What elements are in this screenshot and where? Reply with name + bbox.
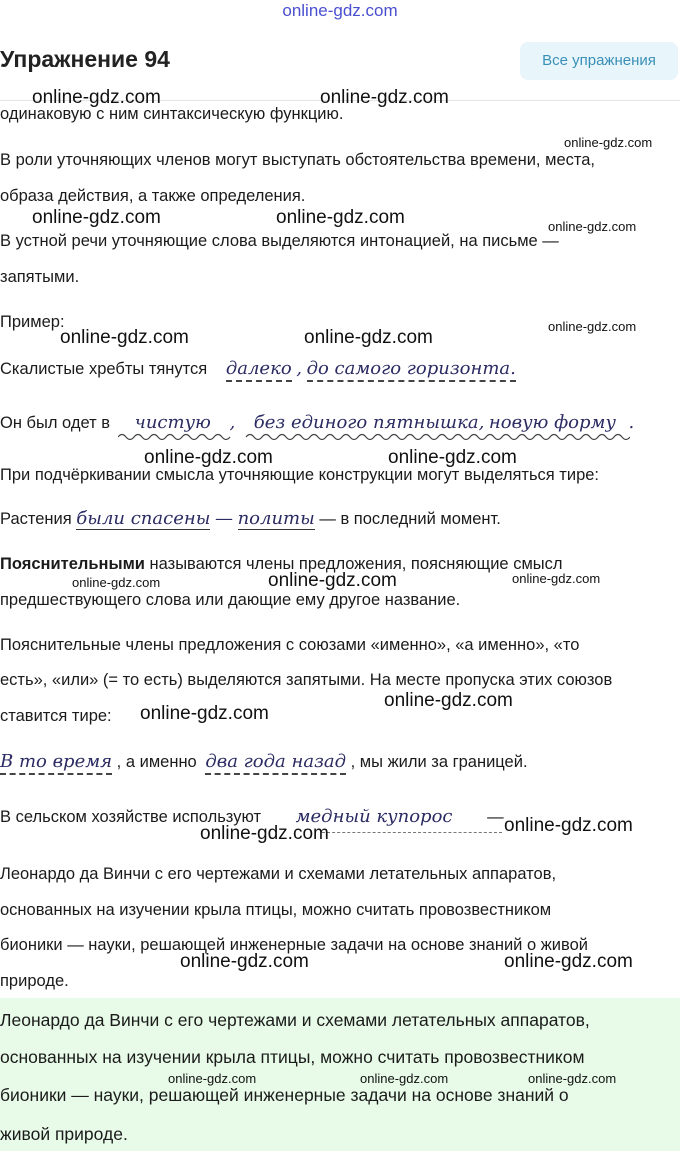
text-line: основанных на изучении крыла птицы, можно считать провозвестником	[0, 901, 552, 919]
watermark: online-gdz.com	[140, 703, 269, 724]
text-line: Пояснительные члены предложения с союзами «именно», «а именно», «то	[0, 636, 580, 654]
text-line: ставится тире:	[0, 707, 112, 725]
handwritten-word: политы	[237, 508, 315, 529]
watermark: online-gdz.com	[548, 219, 637, 234]
answer-line: Леонардо да Винчи с его чертежами и схемами летательных аппаратов,	[0, 1010, 590, 1030]
watermark: online-gdz.com	[504, 951, 633, 972]
watermark: online-gdz.com	[360, 1071, 449, 1086]
handwritten-sep: .	[628, 412, 635, 433]
watermark: online-gdz.com	[72, 575, 161, 590]
answer-line: основанных на изучении крыла птицы, можно считать провозвестником	[0, 1047, 585, 1067]
watermark: online-gdz.com	[276, 207, 405, 228]
text-line: предшествующего слова или дающие ему другое название.	[0, 591, 461, 609]
handwritten-word: медный купорос	[295, 806, 453, 827]
text-line: запятыми.	[0, 268, 80, 286]
watermark: online-gdz.com	[388, 447, 517, 468]
wavy-underline	[118, 430, 630, 444]
watermark: online-gdz.com	[564, 135, 653, 150]
example-text: Растения	[0, 510, 72, 528]
text-rest: называются члены предложения, поясняющие смысл	[144, 555, 563, 573]
watermark: online-gdz.com	[32, 207, 161, 228]
example-text: —	[487, 808, 504, 826]
watermark: online-gdz.com	[60, 327, 189, 348]
watermark: online-gdz.com	[504, 815, 633, 836]
all-exercises-button[interactable]: Все упражнения	[520, 42, 678, 80]
handwritten-sep: —	[214, 508, 233, 529]
text-line: одинаковую с ним синтаксическую функцию.	[0, 105, 344, 123]
text-line: Леонардо да Винчи с его чертежами и схемами летательных аппаратов,	[0, 865, 557, 883]
text-line: бионики — науки, решающей инженерные задачи на основе знаний о живой	[0, 936, 588, 954]
watermark: online-gdz.com	[32, 87, 161, 108]
text-line: В устной речи уточняющие слова выделяются интонацией, на письме —	[0, 232, 559, 250]
dashed-underline	[322, 832, 502, 833]
example-text: , мы жили за границей.	[350, 753, 528, 771]
text-line: В роли уточняющих членов могут выступать обстоятельства времени, места,	[0, 151, 595, 169]
watermark: online-gdz.com	[168, 1071, 257, 1086]
watermark: online-gdz.com	[528, 1071, 617, 1086]
watermark: online-gdz.com	[384, 690, 513, 711]
handwritten-word: были спасены	[76, 508, 211, 529]
handwritten-word: далеко	[226, 358, 292, 382]
handwritten-word: новую форму	[488, 412, 616, 433]
text-line: природе.	[0, 972, 69, 990]
handwritten-word: до самого горизонта.	[307, 358, 516, 382]
text-line: есть», «или» (= то есть) выделяются запятыми. На месте пропуска этих союзов	[0, 671, 613, 689]
handwritten-word: В то время	[0, 751, 112, 775]
watermark: online-gdz.com	[512, 571, 601, 586]
text-line: Пример:	[0, 313, 65, 331]
example-text: В сельском хозяйстве используют	[0, 808, 262, 826]
page-title: Упражнение 94	[0, 46, 170, 72]
watermark: online-gdz.com	[304, 327, 433, 348]
watermark: online-gdz.com	[180, 951, 309, 972]
example-text: — в последний момент.	[319, 510, 501, 528]
text-line: образа действия, а также определения.	[0, 187, 306, 205]
handwritten-sep: ,	[296, 358, 302, 379]
watermark: online-gdz.com	[548, 319, 637, 334]
example-text: Он был одет в	[0, 414, 111, 432]
example-4	[0, 751, 528, 772]
handwritten-word: без единого пятнышка,	[253, 412, 485, 433]
example-text: , а именно	[116, 753, 197, 771]
example-text: Скалистые хребты тянутся	[0, 360, 208, 378]
watermark: online-gdz.com	[268, 570, 397, 591]
example-3	[0, 508, 501, 529]
site-link[interactable]: online-gdz.com	[282, 1, 398, 20]
watermark: online-gdz.com	[144, 447, 273, 468]
handwritten-word: чистую	[134, 412, 211, 433]
watermark: online-gdz.com	[200, 823, 329, 844]
answer-line: живой природе.	[0, 1124, 128, 1144]
handwritten-sep: ,	[229, 412, 236, 433]
text-line: При подчёркивании смысла уточняющие конструкции могут выделяться тире:	[0, 466, 600, 484]
example-1	[0, 358, 516, 379]
handwritten-word: два года назад	[205, 751, 346, 775]
watermark: online-gdz.com	[320, 87, 449, 108]
answer-line: бионики — науки, решающей инженерные задачи на основе знаний о	[0, 1085, 569, 1105]
bold-term: Пояснительными	[0, 555, 145, 573]
